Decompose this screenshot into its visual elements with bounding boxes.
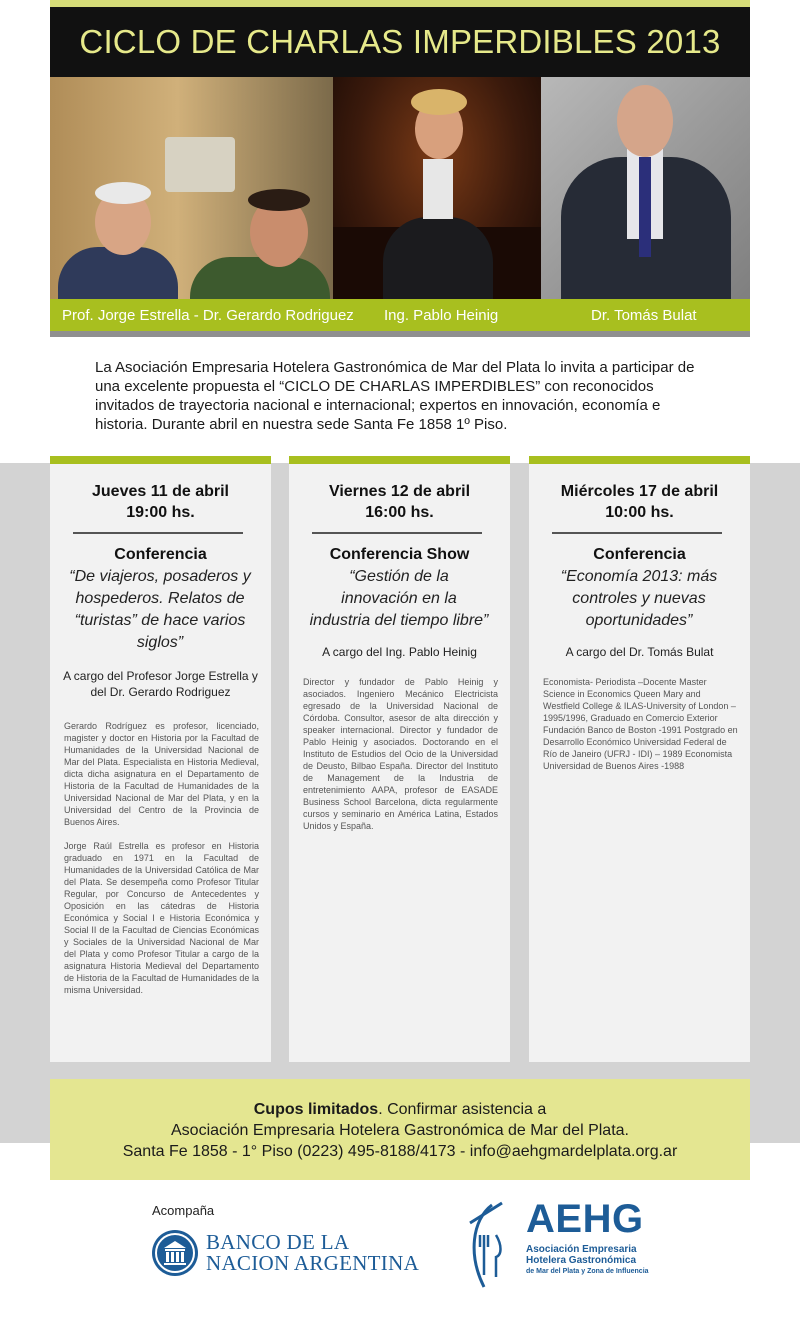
bio-paragraph: Director y fundador de Pablo Heinig y asociados. Ingeniero Mecánico Electricista egresado de la Universidad Nacional de Córdoba. Consultor, asesor de alta dirección y speaker internacional. Director y fundador de Pablo Heinig y asociados. Doctorando en el Instituto de Estudios del Ocio de la Universidad de Deusto, Bilbao España. Director del Instituto de Management de la Industria de entretenimiento AAPA, profesor de EASADE Business School Barcelona, dicta regularmente cursos y seminario en América Latina, Estados Unidos y España.: [303, 677, 498, 831]
rsvp-line-2: Asociación Empresaria Hotelera Gastronómica de Mar del Plata.: [171, 1122, 629, 1139]
header: [50, 7, 750, 77]
event-accent-bar: [529, 456, 750, 464]
aehg-line-3: de Mar del Plata y Zona de Influencia: [526, 1268, 649, 1275]
aehg-title: AEHG: [526, 1197, 644, 1241]
event-divider: [312, 532, 482, 534]
bank-name-line-1: BANCO DE LA: [206, 1230, 350, 1254]
speakers-photo-strip: [50, 77, 750, 299]
page-title: CICLO DE CHARLAS IMPERDIBLES 2013: [79, 23, 721, 60]
event-column-3: [529, 456, 750, 1062]
event-title: “Economía 2013: más controles y nuevas oportunidades”: [560, 568, 718, 629]
rsvp-line-1: [50, 1099, 750, 1120]
aehg-emblem-icon: [462, 1195, 528, 1295]
rsvp-line-1-text: . Confirmar asistencia a: [378, 1101, 547, 1118]
event-title: “De viajeros, posaderos y hospederos. Relatos de “turistas” de hace varios siglos”: [69, 568, 251, 651]
event-divider: [552, 532, 722, 534]
event-speaker: A cargo del Ing. Pablo Heinig: [322, 645, 477, 659]
event-datetime: [529, 481, 750, 523]
event-column-1: [50, 456, 271, 1062]
rsvp-highlight: Cupos limitados: [253, 1101, 379, 1118]
rsvp-contact: Santa Fe 1858 - 1° Piso (0223) 495-8188/4173 - info@aehgmardelplata.org.ar: [122, 1143, 678, 1160]
event-bio: [543, 676, 738, 772]
banco-nacion-logo: [152, 1230, 419, 1276]
event-time: 19:00 hs.: [126, 504, 195, 521]
event-bio: [64, 720, 259, 996]
event-title: “Gestión de la innovación en la industria del tiempo libre”: [309, 568, 489, 629]
rsvp-box: [50, 1079, 750, 1180]
event-bio: [303, 676, 498, 832]
intro-paragraph: La Asociación Empresaria Hotelera Gastronómica de Mar del Plata lo invita a participar de una excelente propuesta el “CICLO DE CHARLAS IMPERDIBLES” con reconocidos invitados de trayectoria nacional e internacional; expertos en innovación, economía e historia. Durante abril en nuestra sede Santa Fe 1858 1º Piso.: [95, 359, 695, 433]
event-date: Miércoles 17 de abril: [560, 483, 719, 500]
event-date: Jueves 11 de abril: [92, 483, 229, 500]
caption-estrella-rodriguez: Prof. Jorge Estrella - Dr. Gerardo Rodriguez: [62, 306, 354, 324]
event-type: Conferencia: [114, 546, 207, 563]
bank-building-icon: [152, 1230, 198, 1276]
aehg-subtitle: [526, 1244, 649, 1277]
event-datetime: [50, 481, 271, 523]
event-accent-bar: [50, 456, 271, 464]
aehg-line-2: Hotelera Gastronómica: [526, 1255, 637, 1266]
top-accent-bar: [50, 0, 750, 7]
photo-bulat: [541, 77, 750, 299]
photo-captions-bar: [50, 299, 750, 331]
photo-estrella-rodriguez: [50, 77, 333, 299]
event-date: Viernes 12 de abril: [328, 483, 471, 500]
event-type: Conferencia Show: [329, 546, 470, 563]
caption-bulat: Dr. Tomás Bulat: [591, 306, 697, 324]
event-speaker: A cargo del Dr. Tomás Bulat: [565, 645, 714, 659]
bio-paragraph: Jorge Raúl Estrella es profesor en Historia graduado en 1971 en la Facultad de Humanidades de la Universidad Católica de Mar del Plata. Se desempeña como Profesor Titular Regular, por Concurso de Antecedentes y Oposición en las cátedras de Historia Económica y Social I e Historia Económica y Social II de la Facultad de Ciencias Económicas y Sociales de la Universidad Nacional de Mar del Plata y como Profesor Titular a cargo de la asignatura Historia Medieval del Departamento de Historia de la Facultad de Humanidades de la misma Universidad.: [64, 841, 259, 995]
caption-divider: [50, 331, 750, 337]
event-time: 16:00 hs.: [365, 504, 434, 521]
event-type: Conferencia: [593, 546, 686, 563]
photo-heinig: [333, 77, 541, 299]
event-speaker: A cargo del Profesor Jorge Estrella y del Dr. Gerardo Rodriguez: [63, 669, 258, 699]
bank-name-line-2: NACION ARGENTINA: [206, 1251, 420, 1275]
bio-paragraph: Gerardo Rodríguez es profesor, licenciado, magister y doctor en Historia por la Facultad de Humanidades de la Universidad Nacional de Mar del Plata. Especialista en Historia Medieval, dicta dicha asignatura en el Departamento de Historia de la Facultad de Humanidades de la Universidad Nacional de Mar del Plata, y en la Universidad del Centro de la Provincia de Buenos Aires.: [64, 721, 259, 827]
bank-name: [206, 1232, 419, 1274]
event-column-2: [289, 456, 510, 1062]
aehg-logo: [462, 1195, 662, 1295]
sponsor-label: Acompaña: [152, 1203, 215, 1218]
event-datetime: [289, 481, 510, 523]
event-divider: [73, 532, 243, 534]
event-time: 10:00 hs.: [605, 504, 674, 521]
bio-paragraph: Economista- Periodista –Docente Master Science in Economics Queen Mary and Westfield College & ILAS-University of London – 1995/1996, Graduado en Comercio Exterior Fundación Banco de Boston -1991 Postgrado en Desarrollo Económico Universidad Federal de Río de Janeiro (UFRJ - IDI) – 1989 Economista Universidad de Buenos Aires -1988: [543, 677, 738, 771]
aehg-line-1: Asociación Empresaria: [526, 1244, 637, 1255]
event-accent-bar: [289, 456, 510, 464]
caption-heinig: Ing. Pablo Heinig: [384, 306, 499, 324]
